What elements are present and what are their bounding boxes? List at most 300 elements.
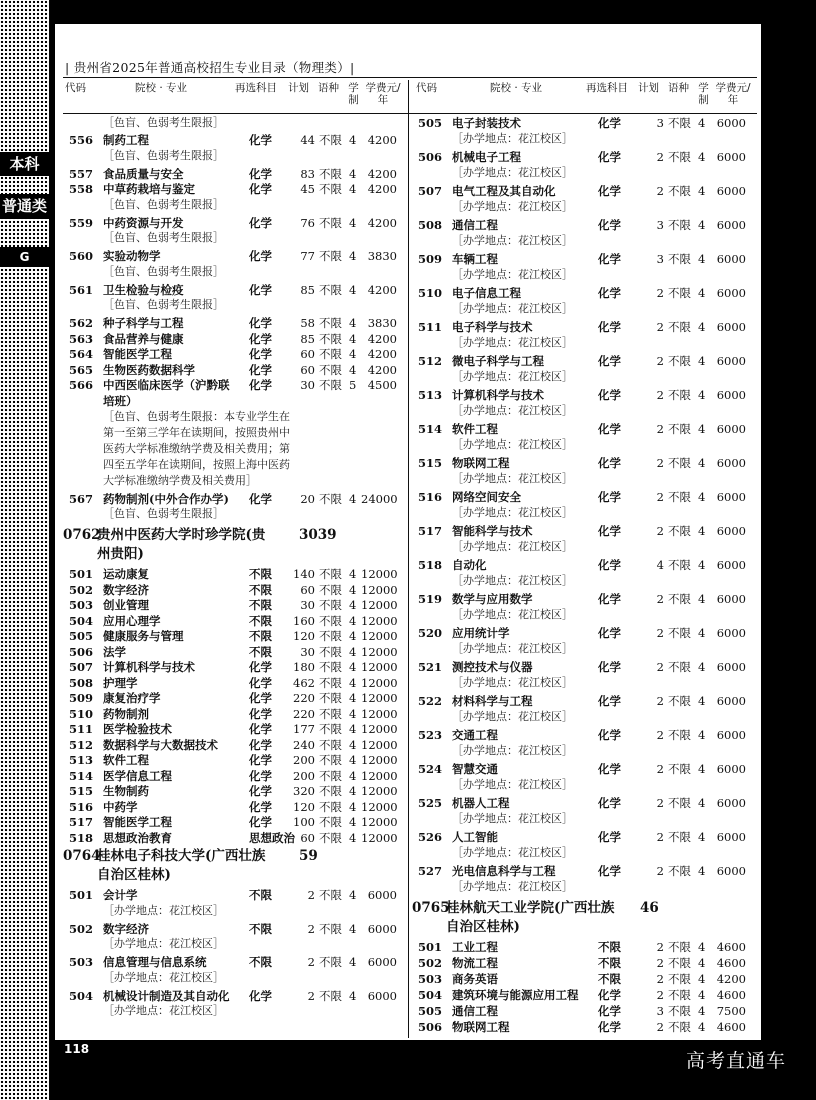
- program-code: 502: [69, 582, 94, 597]
- required-subject: 化学: [249, 737, 272, 752]
- program-name: 数据科学与大数据技术: [103, 737, 218, 752]
- program-note: ［色盲、色弱考生限报］: [103, 231, 224, 244]
- program-code: 521: [418, 660, 443, 674]
- program-name: 医学检验技术: [103, 722, 172, 736]
- program-code: 501: [418, 940, 443, 954]
- plan-count: 2: [656, 388, 664, 402]
- tuition-fee: 4200: [367, 215, 397, 230]
- program-name: 车辆工程: [452, 252, 498, 266]
- program-code: 557: [69, 166, 94, 181]
- duration-years: 4: [349, 133, 357, 147]
- required-subject: 化学: [598, 388, 621, 402]
- language: 不限: [319, 768, 342, 783]
- program-note: ［办学地点：花江校区］: [452, 132, 573, 145]
- program-name: 测控技术与仪器: [452, 660, 533, 674]
- program-code: 518: [418, 558, 443, 572]
- required-subject: 化学: [598, 150, 621, 164]
- program-code: 564: [69, 347, 94, 361]
- col-code-header: 代码: [416, 82, 437, 94]
- table-row: [63, 181, 413, 197]
- table-row: [412, 183, 762, 199]
- program-note: ［办学地点：花江校区］: [452, 370, 573, 383]
- col-major-header: 院校 · 专业: [490, 82, 543, 94]
- table-row: [412, 115, 762, 131]
- table-row: [63, 166, 413, 182]
- header-rule: [63, 77, 757, 78]
- program-name: 运动康复: [103, 567, 149, 581]
- tuition-fee: 12000: [361, 675, 398, 690]
- table-row: [63, 954, 413, 970]
- tuition-fee: 6000: [716, 694, 746, 708]
- plan-count: 2: [656, 286, 664, 300]
- institution-heading: [63, 847, 413, 887]
- plan-count: 3: [656, 116, 664, 130]
- required-subject: 不限: [598, 940, 621, 954]
- program-code: 522: [418, 694, 443, 708]
- plan-count: 2: [656, 592, 664, 606]
- duration-years: 4: [349, 347, 357, 361]
- plan-count: 2: [656, 988, 664, 1002]
- plan-count: 220: [293, 691, 315, 705]
- required-subject: 化学: [598, 320, 621, 334]
- program-note: ［办学地点：花江校区］: [452, 676, 573, 689]
- institution-plan: 3039: [299, 527, 337, 543]
- language: 不限: [668, 354, 691, 368]
- tuition-fee: 4200: [367, 166, 397, 181]
- program-code: 516: [418, 490, 443, 504]
- required-subject: 化学: [249, 362, 272, 377]
- plan-count: 44: [300, 133, 315, 147]
- duration-years: 4: [349, 768, 357, 783]
- duration-years: 4: [349, 166, 357, 181]
- required-subject: 化学: [598, 660, 621, 674]
- table-row: [63, 491, 413, 507]
- program-note: ［办学地点：花江校区］: [452, 880, 573, 893]
- program-name: 药物制剂: [103, 706, 149, 721]
- duration-years: 4: [349, 815, 357, 829]
- plan-count: 2: [656, 956, 664, 970]
- program-name: 智慧交通: [452, 762, 498, 776]
- plan-count: 2: [656, 184, 664, 198]
- tuition-fee: 12000: [361, 753, 398, 767]
- language: 不限: [319, 955, 342, 969]
- program-code: 566: [69, 378, 94, 392]
- tuition-fee: 12000: [361, 784, 398, 798]
- required-subject: 化学: [598, 490, 621, 504]
- duration-years: 4: [349, 722, 357, 736]
- plan-count: 2: [656, 320, 664, 334]
- table-row: [412, 625, 762, 641]
- language: 不限: [668, 762, 691, 776]
- table-row: [63, 362, 413, 378]
- required-subject: 化学: [249, 347, 272, 361]
- table-row: [63, 248, 413, 264]
- duration-years: 5: [349, 378, 357, 392]
- duration-years: 4: [349, 830, 357, 845]
- tuition-fee: 6000: [367, 921, 397, 936]
- tuition-fee: 12000: [361, 799, 398, 814]
- tuition-fee: 12000: [361, 567, 398, 581]
- program-note: ［办学地点：花江校区］: [452, 438, 573, 451]
- program-code: 519: [418, 592, 443, 606]
- duration-years: 4: [349, 491, 357, 506]
- plan-count: 2: [656, 524, 664, 538]
- program-code: 504: [69, 988, 94, 1003]
- col-fee-header: 学费元/年: [715, 82, 751, 106]
- tuition-fee: 6000: [716, 116, 746, 130]
- required-subject: 化学: [249, 215, 272, 230]
- required-subject: 化学: [598, 354, 621, 368]
- required-subject: 化学: [598, 456, 621, 470]
- tuition-fee: 12000: [361, 629, 398, 643]
- program-name: 中西医临床医学（沪黔联: [103, 378, 230, 392]
- required-subject: 不限: [598, 972, 621, 986]
- plan-count: 85: [300, 331, 315, 346]
- program-name: 通信工程: [452, 1004, 498, 1018]
- required-subject: 化学: [249, 282, 272, 297]
- program-code: 508: [418, 218, 443, 232]
- program-name: 中草药栽培与鉴定: [103, 182, 195, 196]
- program-name: 计算机科学与技术: [103, 660, 195, 674]
- table-row: [63, 659, 413, 675]
- plan-count: 2: [656, 694, 664, 708]
- tuition-fee: 12000: [361, 644, 398, 659]
- program-code: 561: [69, 282, 94, 297]
- required-subject: 不限: [598, 956, 621, 970]
- tuition-fee: 12000: [361, 830, 398, 845]
- table-row: [63, 331, 413, 347]
- institution-code: 0764: [63, 848, 101, 864]
- program-name: 卫生检验与检疫: [103, 282, 184, 297]
- plan-count: 2: [656, 762, 664, 776]
- tuition-fee: 12000: [361, 660, 398, 674]
- program-code: 505: [69, 629, 94, 643]
- duration-years: 4: [698, 150, 706, 164]
- duration-years: 4: [698, 626, 706, 640]
- table-row: [63, 346, 413, 362]
- program-note: ［办学地点：花江校区］: [452, 404, 573, 417]
- program-note: ［办学地点：花江校区］: [452, 336, 573, 349]
- program-name: 生物医药数据科学: [103, 362, 195, 377]
- program-name: 实验动物学: [103, 249, 161, 263]
- plan-count: 30: [300, 644, 315, 659]
- table-row: [412, 319, 762, 335]
- table-row: [412, 1003, 762, 1019]
- program-note: ［色盲、色弱考生限报］: [103, 507, 224, 520]
- plan-count: 83: [300, 166, 315, 181]
- plan-count: 30: [300, 598, 315, 612]
- language: 不限: [668, 184, 691, 198]
- program-code: 502: [69, 921, 94, 936]
- tuition-fee: 3830: [367, 249, 397, 263]
- program-code: 562: [69, 316, 94, 330]
- institution-name-cont: 州贵阳): [97, 546, 144, 562]
- table-row: [63, 628, 413, 644]
- duration-years: 4: [349, 660, 357, 674]
- tuition-fee: 4200: [716, 972, 746, 986]
- tuition-fee: 12000: [361, 737, 398, 752]
- table-row: [412, 421, 762, 437]
- language: 不限: [319, 784, 342, 798]
- duration-years: 4: [698, 490, 706, 504]
- program-name: 光电信息科学与工程: [452, 864, 556, 878]
- required-subject: 化学: [249, 331, 272, 346]
- program-name: 制药工程: [103, 133, 149, 147]
- program-name: 交通工程: [452, 728, 498, 742]
- plan-count: 2: [656, 626, 664, 640]
- table-row: [412, 863, 762, 879]
- language: 不限: [668, 320, 691, 334]
- program-name: 种子科学与工程: [103, 316, 184, 330]
- language: 不限: [319, 921, 342, 936]
- table-row: [412, 955, 762, 971]
- table-row: [63, 582, 413, 598]
- col-years-header: 学制: [698, 82, 709, 106]
- program-name: 机械设计制造及其自动化: [103, 988, 230, 1003]
- table-row: [412, 971, 762, 987]
- duration-years: 4: [698, 1020, 706, 1034]
- program-code: 512: [69, 737, 94, 752]
- program-code: 506: [418, 1020, 443, 1034]
- duration-years: 4: [349, 362, 357, 377]
- program-code: 511: [418, 320, 443, 334]
- program-code: 508: [69, 675, 94, 690]
- program-code: 501: [69, 888, 94, 902]
- institution-name-cont: 自治区桂林): [446, 919, 520, 935]
- language: 不限: [319, 567, 342, 581]
- program-name: 法学: [103, 644, 126, 659]
- program-code: 509: [69, 691, 94, 705]
- table-row: [63, 887, 413, 903]
- program-note: ［色盲、色弱考生限报］: [103, 197, 224, 211]
- institution-code: 0765: [412, 900, 450, 916]
- language: 不限: [668, 956, 691, 970]
- required-subject: 化学: [598, 1004, 621, 1018]
- plan-count: 180: [293, 660, 315, 674]
- required-subject: 不限: [249, 921, 272, 936]
- duration-years: 4: [349, 331, 357, 346]
- side-tab-putonglei: 普通类: [0, 194, 49, 219]
- program-code: 504: [69, 613, 94, 628]
- program-name: 软件工程: [103, 753, 149, 767]
- duration-years: 4: [698, 218, 706, 232]
- program-code: 525: [418, 796, 443, 810]
- table-row: [63, 706, 413, 722]
- language: 不限: [668, 1004, 691, 1018]
- plan-count: 2: [656, 150, 664, 164]
- program-code: 563: [69, 331, 94, 346]
- program-code: 515: [69, 784, 94, 798]
- language: 不限: [668, 252, 691, 266]
- duration-years: 4: [349, 988, 357, 1003]
- table-row: [63, 597, 413, 613]
- language: 不限: [668, 218, 691, 232]
- plan-count: 2: [656, 940, 664, 954]
- tuition-fee: 4600: [716, 956, 746, 970]
- language: 不限: [319, 133, 342, 147]
- program-name: 建筑环境与能源应用工程: [452, 988, 579, 1002]
- duration-years: 4: [349, 249, 357, 263]
- duration-years: 4: [349, 582, 357, 597]
- plan-count: 100: [293, 815, 315, 829]
- plan-count: 2: [656, 972, 664, 986]
- program-code: 503: [69, 955, 94, 969]
- required-subject: 化学: [598, 116, 621, 130]
- plan-count: 220: [293, 706, 315, 721]
- program-name: 人工智能: [452, 830, 498, 844]
- program-code: 517: [418, 524, 443, 538]
- required-subject: 化学: [249, 249, 272, 263]
- tuition-fee: 4600: [716, 988, 746, 1002]
- language: 不限: [319, 491, 342, 506]
- program-note: ［办学地点：花江校区］: [452, 506, 573, 519]
- tuition-fee: 6000: [716, 252, 746, 266]
- duration-years: 4: [698, 1004, 706, 1018]
- language: 不限: [668, 940, 691, 954]
- required-subject: 化学: [249, 722, 272, 736]
- required-subject: 不限: [249, 888, 272, 902]
- language: 不限: [668, 988, 691, 1002]
- program-code: 511: [69, 722, 94, 736]
- required-subject: 化学: [598, 988, 621, 1002]
- duration-years: 4: [698, 558, 706, 572]
- required-subject: 化学: [598, 830, 621, 844]
- program-name: 工业工程: [452, 940, 498, 954]
- required-subject: 化学: [249, 133, 272, 147]
- plan-count: 2: [656, 728, 664, 742]
- table-row: [412, 693, 762, 709]
- language: 不限: [319, 582, 342, 597]
- table-row: [412, 455, 762, 471]
- program-name: 数学与应用数学: [452, 592, 533, 606]
- table-row: [412, 557, 762, 573]
- required-subject: 化学: [249, 378, 272, 392]
- tuition-fee: 6000: [716, 626, 746, 640]
- duration-years: 4: [349, 691, 357, 705]
- tuition-fee: 6000: [367, 955, 397, 969]
- required-subject: 化学: [598, 864, 621, 878]
- program-note: ［办学地点：花江校区］: [452, 846, 573, 859]
- duration-years: 4: [349, 215, 357, 230]
- plan-count: 2: [656, 490, 664, 504]
- program-code: 505: [418, 116, 443, 130]
- plan-count: 200: [293, 768, 315, 783]
- tuition-fee: 6000: [716, 388, 746, 402]
- tuition-fee: 4200: [367, 182, 397, 196]
- plan-count: 85: [300, 282, 315, 297]
- program-code: 523: [418, 728, 443, 742]
- table-row: [63, 737, 413, 753]
- plan-count: 2: [656, 1020, 664, 1034]
- watermark-text: 高考直通车: [685, 1050, 786, 1072]
- duration-years: 4: [349, 784, 357, 798]
- language: 不限: [319, 753, 342, 767]
- required-subject: 化学: [249, 753, 272, 767]
- program-note: ［色盲、色弱考生限报］: [103, 148, 224, 162]
- program-code: 567: [69, 491, 94, 506]
- required-subject: 不限: [249, 582, 272, 597]
- col-subject-header: 再选科目: [235, 82, 277, 94]
- tuition-fee: 12000: [361, 691, 398, 705]
- table-row: [412, 489, 762, 505]
- institution-name: 桂林航天工业学院(广西壮族: [446, 900, 615, 916]
- duration-years: 4: [349, 282, 357, 297]
- required-subject: 不限: [249, 955, 272, 969]
- required-subject: 化学: [249, 691, 272, 705]
- duration-years: 4: [698, 524, 706, 538]
- language: 不限: [319, 660, 342, 674]
- institution-name-cont: 自治区桂林): [97, 867, 171, 883]
- tuition-fee: 6000: [716, 864, 746, 878]
- required-subject: 化学: [598, 694, 621, 708]
- plan-count: 140: [293, 567, 315, 581]
- program-code: 503: [418, 972, 443, 986]
- table-row: [412, 1019, 762, 1035]
- required-subject: 化学: [249, 660, 272, 674]
- program-note: ［办学地点：花江校区］: [452, 812, 573, 825]
- program-name-cont: [63, 393, 413, 409]
- required-subject: 化学: [598, 1020, 621, 1034]
- program-code: 515: [418, 456, 443, 470]
- tuition-fee: 7500: [716, 1004, 746, 1018]
- program-code: 504: [418, 988, 443, 1002]
- institution-plan: 46: [640, 900, 659, 916]
- program-note: ［办学地点：花江校区］: [452, 574, 573, 587]
- tuition-fee: 12000: [361, 815, 398, 829]
- program-code: 514: [418, 422, 443, 436]
- program-code: 558: [69, 182, 94, 196]
- required-subject: 化学: [249, 768, 272, 783]
- program-note: ［办学地点：花江校区］: [103, 937, 224, 950]
- required-subject: 化学: [598, 728, 621, 742]
- language: 不限: [319, 282, 342, 297]
- program-note: ［办学地点：花江校区］: [452, 744, 573, 757]
- table-row: [63, 215, 413, 231]
- table-row: [63, 675, 413, 691]
- duration-years: 4: [349, 753, 357, 767]
- duration-years: 4: [698, 354, 706, 368]
- required-subject: 化学: [249, 784, 272, 798]
- table-row: [63, 721, 413, 737]
- duration-years: 4: [698, 660, 706, 674]
- required-subject: 化学: [598, 626, 621, 640]
- program-note: ［办学地点：花江校区］: [452, 608, 573, 621]
- program-name: 数字经济: [103, 582, 149, 597]
- tuition-fee: 6000: [716, 830, 746, 844]
- duration-years: 4: [698, 320, 706, 334]
- duration-years: 4: [698, 830, 706, 844]
- plan-count: 2: [656, 796, 664, 810]
- language: 不限: [668, 796, 691, 810]
- left-column-header: [55, 80, 405, 110]
- language: 不限: [319, 815, 342, 829]
- program-name: 自动化: [452, 558, 487, 572]
- plan-count: 2: [656, 660, 664, 674]
- duration-years: 4: [349, 567, 357, 581]
- required-subject: 不限: [249, 567, 272, 581]
- plan-count: 3: [656, 218, 664, 232]
- plan-count: 240: [293, 737, 315, 752]
- table-row: [412, 353, 762, 369]
- program-note: ［办学地点：花江校区］: [452, 540, 573, 553]
- plan-count: 45: [300, 182, 315, 196]
- duration-years: 4: [349, 888, 357, 902]
- col-plan-header: 计划: [638, 82, 659, 94]
- program-name: 电子科学与技术: [452, 320, 533, 334]
- program-note: ［色盲、色弱考生限报］: [103, 116, 224, 129]
- program-code: 526: [418, 830, 443, 844]
- program-name: 计算机科学与技术: [452, 388, 544, 402]
